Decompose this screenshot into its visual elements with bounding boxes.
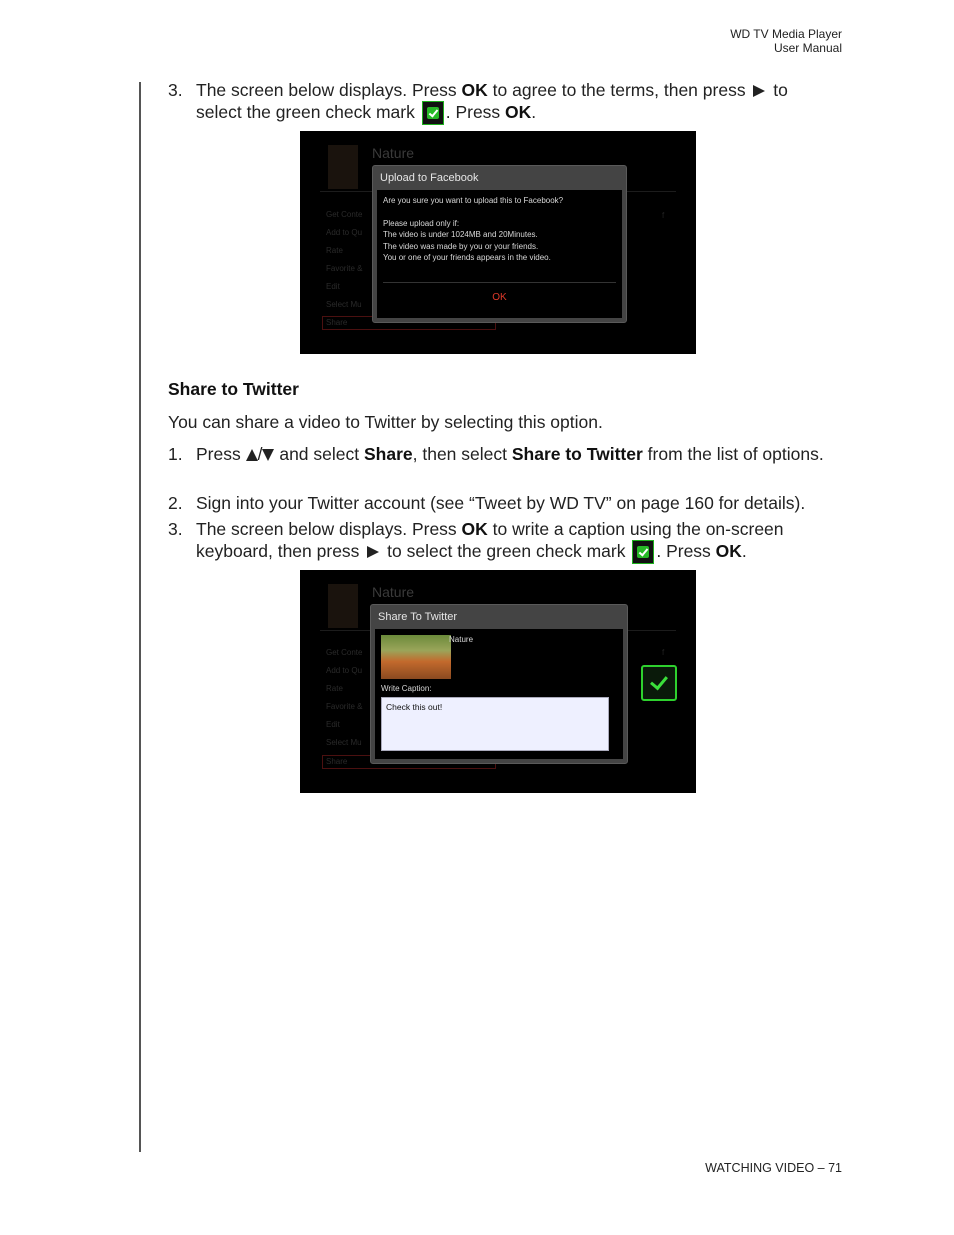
menu-item: Add to Qu xyxy=(326,666,363,675)
menu-item: Select Mu xyxy=(326,300,362,309)
right-arrow-icon xyxy=(753,85,765,97)
dialog-rule: The video is under 1024MB and 20Minutes. xyxy=(383,230,538,239)
facebook-icon: f xyxy=(662,211,665,220)
dialog-title: Upload to Facebook xyxy=(380,172,479,184)
section-intro: You can share a video to Twitter by selecting this option. xyxy=(168,412,603,432)
menu-item: Rate xyxy=(326,684,343,693)
menu-item: Rate xyxy=(326,246,343,255)
video-thumbnail xyxy=(328,145,358,189)
menu-item: Edit xyxy=(326,720,340,729)
header-doc: User Manual xyxy=(773,40,842,55)
header-product: WD TV Media Player xyxy=(730,27,842,41)
step-number: 1. xyxy=(168,444,183,464)
green-check-icon xyxy=(422,101,444,125)
dialog-rule: The video was made by you or your friends. xyxy=(383,242,539,251)
dialog-question: Are you sure you want to upload this to Facebook? xyxy=(383,196,564,205)
video-thumbnail xyxy=(328,584,358,628)
caption-input xyxy=(381,697,609,751)
dialog-rule: You or one of your friends appears in the video. xyxy=(383,253,551,262)
facebook-upload-screenshot xyxy=(300,131,696,354)
green-check-icon xyxy=(632,540,654,564)
green-check-icon xyxy=(641,665,677,701)
menu-item-share: Share xyxy=(326,757,348,766)
running-header xyxy=(730,28,842,55)
step-text-2: Sign into your Twitter account (see “Tweet by WD TV” on page 160 for details). xyxy=(196,493,806,513)
facebook-icon: f xyxy=(662,648,665,657)
upload-dialog xyxy=(372,165,627,323)
dialog-title: Share To Twitter xyxy=(378,611,458,623)
step-number: 3. xyxy=(168,519,183,539)
video-title: Nature xyxy=(372,584,415,600)
photo-label: Nature xyxy=(449,635,474,644)
page-footer: WATCHING VIDEO – 71 xyxy=(705,1161,842,1175)
step-text-3: The screen below displays. Press OK to write a caption using the on-screen keyboard, then press to select the green check mark . Press OK. xyxy=(196,518,836,564)
margin-rule xyxy=(139,82,141,1152)
twitter-dialog xyxy=(370,604,628,764)
menu-item: Edit xyxy=(326,282,340,291)
menu-item: Favorite & xyxy=(326,264,363,273)
video-photo xyxy=(381,635,451,679)
dialog-divider xyxy=(383,282,616,283)
step-number: 2. xyxy=(168,493,183,513)
twitter-share-screenshot xyxy=(300,570,696,793)
section-heading: Share to Twitter xyxy=(168,379,299,399)
menu-item: Add to Qu xyxy=(326,228,363,237)
step-number: 3. xyxy=(168,80,183,100)
caption-label: Write Caption: xyxy=(381,684,432,693)
dialog-rules-intro: Please upload only if: xyxy=(383,219,460,228)
up-arrow-icon xyxy=(246,449,258,461)
menu-item: Get Conte xyxy=(326,648,363,657)
menu-item: Select Mu xyxy=(326,738,362,747)
step-text-facebook: The screen below displays. Press OK to agree to the terms, then press to select the green check mark . Press OK. xyxy=(196,79,836,125)
dialog-body xyxy=(377,190,622,318)
dialog-body xyxy=(375,629,623,759)
menu-item: Get Conte xyxy=(326,210,363,219)
menu-item: Favorite & xyxy=(326,702,363,711)
right-arrow-icon xyxy=(367,546,379,558)
step-text-1: Press / and select Share, then select Share to Twitter from the list of options. xyxy=(196,444,824,464)
down-arrow-icon xyxy=(262,449,274,461)
video-title: Nature xyxy=(372,145,415,161)
ok-button: OK xyxy=(492,292,507,303)
menu-item-share: Share xyxy=(326,318,348,327)
caption-value: Check this out! xyxy=(386,702,443,712)
